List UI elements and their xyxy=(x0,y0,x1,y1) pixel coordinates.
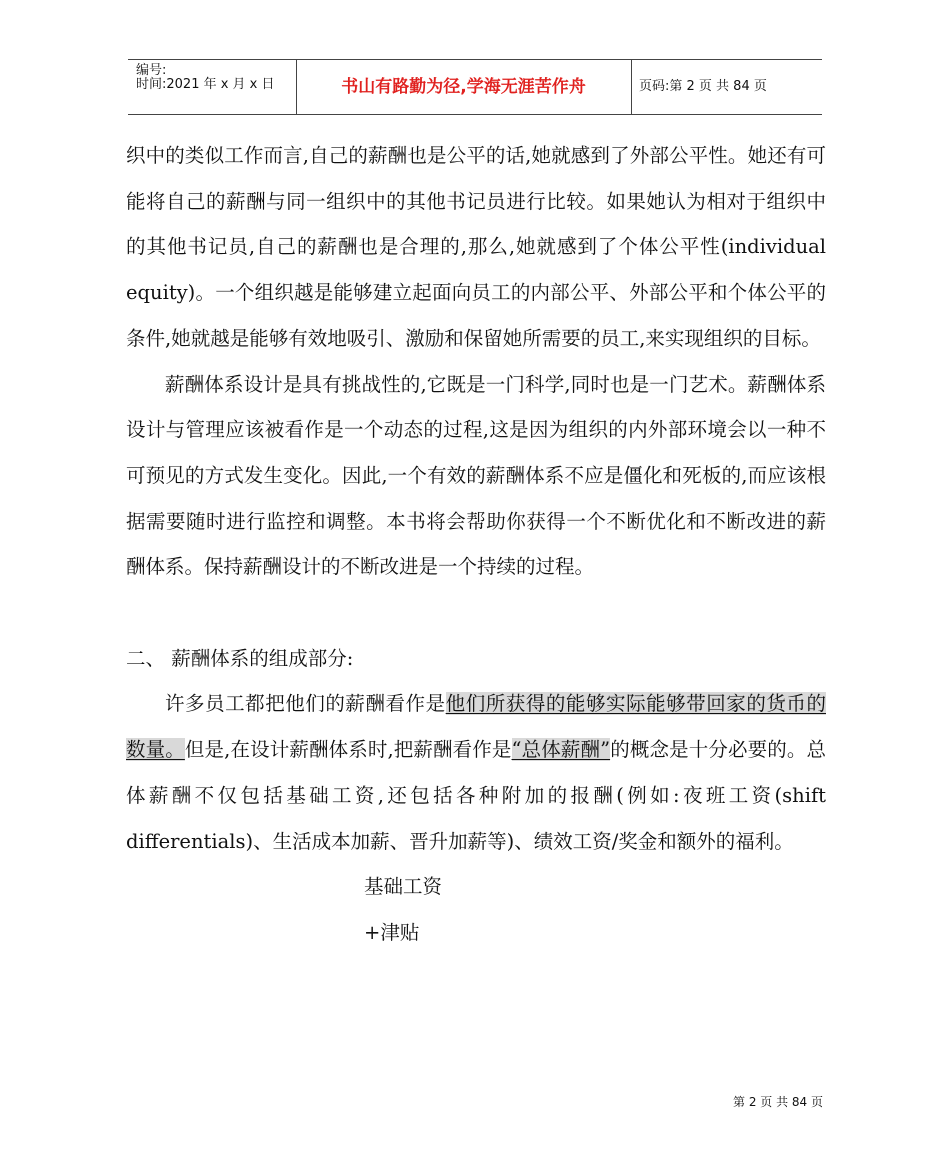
highlight-take-home-pay: 他们所获得的能够实际能够带回家的货币的数量。 xyxy=(126,692,826,762)
highlight-total-pay: “总体薪酬” xyxy=(511,738,611,762)
document-number-label: 编号: xyxy=(136,63,167,78)
page-footer: 第 2 页 共 84 页 xyxy=(733,1095,823,1109)
paragraph-design-challenge: 薪酬体系设计是具有挑战性的,它既是一门科学,同时也是一门艺术。薪酬体系设计与管理应该被看作是一个动态的过程,这是因为组织的内外部环境会以一种不可预见的方式发生变化。因此,一个有效的薪酬体系不应是僵化和死板的,而应该根据需要随时进行监控和调整。本书将会帮助你获得一个不断优化和不断改进的薪酬体系。保持薪酬设计的不断改进是一个持续的过程。 xyxy=(126,372,826,579)
paragraph-gap xyxy=(126,590,826,636)
p3-text-a: 许多员工都把他们的薪酬看作是 xyxy=(165,692,446,716)
list-item-allowance: +津贴 xyxy=(364,920,420,944)
page-header xyxy=(128,59,822,115)
header-page-cell xyxy=(631,60,822,114)
p3-text-c: 的概念是十分必要的。总体薪酬不仅包括基础工资,还包括各种附加的报酬(例如:夜班工资(shift differentials)、生活成本加薪、晋升加薪等)、绩效工资/奖金和额外的福利。 xyxy=(126,738,826,853)
document-time-label: 时间:2021 年 x 月 x 日 xyxy=(136,77,275,92)
p3-text-b: 但是,在设计薪酬体系时,把薪酬看作是 xyxy=(184,738,512,762)
header-page-info: 页码:第 2 页 共 84 页 xyxy=(639,79,767,94)
document-body xyxy=(126,133,826,956)
paragraph-total-compensation xyxy=(126,681,826,864)
header-motto: 书山有路勤为径,学海无涯苦作舟 xyxy=(341,77,586,97)
header-meta-cell xyxy=(128,60,297,114)
list-item-base-salary: 基础工资 xyxy=(364,875,443,899)
paragraph-equity: 织中的类似工作而言,自己的薪酬也是公平的话,她就感到了外部公平性。她还有可能将自己的薪酬与同一组织中的其他书记员进行比较。如果她认为相对于组织中的其他书记员,自己的薪酬也是合理的,那么,她就感到了个体公平性(individual equity)。一个组织越是能够建立起面向员工的内部公平、外部公平和个体公平的条件,她就越是能够有效地吸引、激励和保留她所需要的员工,来实现组织的目标。 xyxy=(126,144,826,350)
header-motto-cell xyxy=(296,60,632,114)
section-heading: 二、 薪酬体系的组成部分: xyxy=(126,646,354,670)
